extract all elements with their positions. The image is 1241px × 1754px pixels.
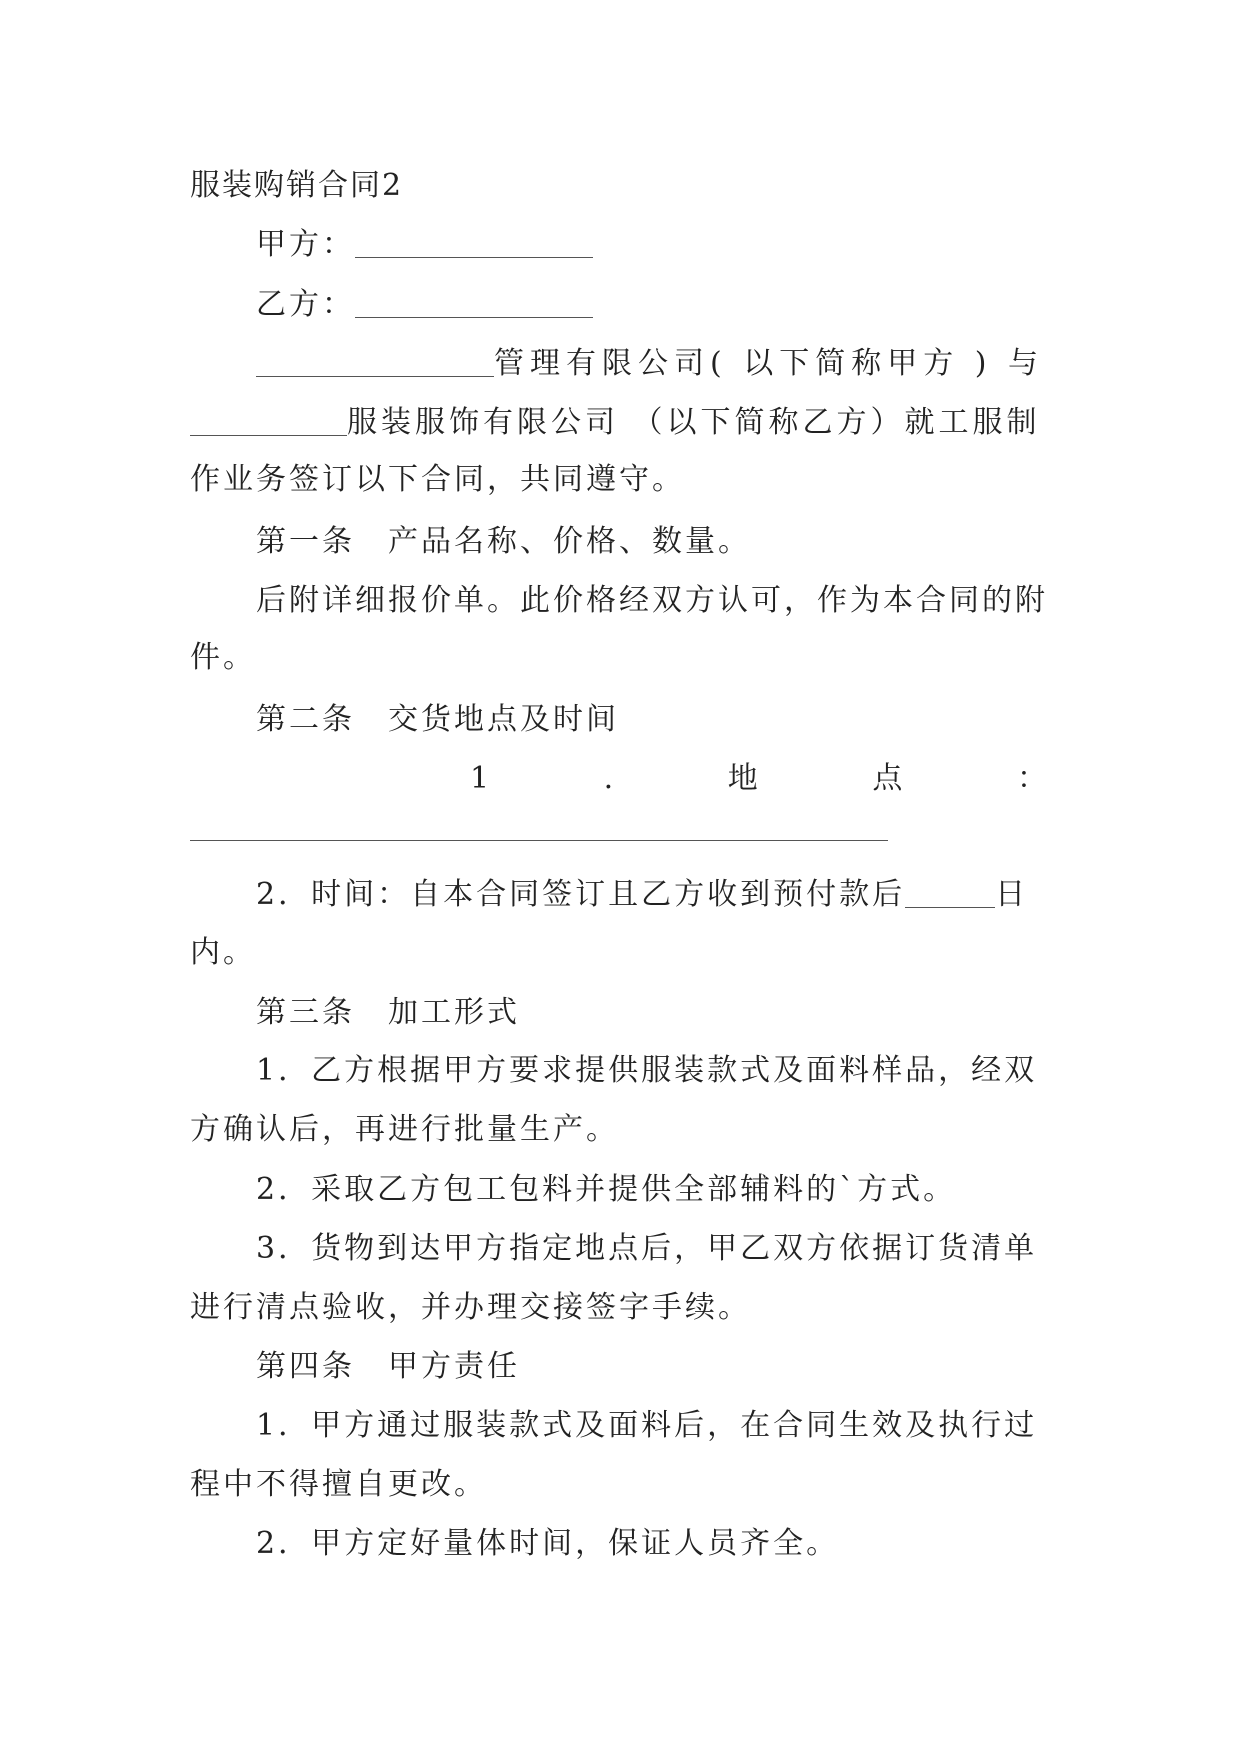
document-title: 服装购销合同2 bbox=[190, 168, 404, 203]
article-3-title: 第三条 加工形式 bbox=[256, 995, 520, 1030]
party-a-blank[interactable] bbox=[355, 227, 593, 258]
location-blank[interactable] bbox=[190, 840, 888, 841]
time-text-end: 日 bbox=[995, 877, 1029, 912]
article-2-title: 第二条 交货地点及时间 bbox=[256, 702, 619, 737]
article-3-item-1-line-1: 1．乙方根据甲方要求提供服装款式及面料样品，经双 bbox=[256, 1053, 1038, 1088]
intro-text-2: 服装服饰有限公司 （以下简称乙方）就工服制 bbox=[347, 405, 1041, 440]
article-4-item-1-line-2: 程中不得擅自更改。 bbox=[190, 1467, 487, 1502]
location-char-1: 地 bbox=[727, 761, 761, 796]
article-3-item-1-line-2: 方确认后，再进行批量生产。 bbox=[190, 1112, 619, 1147]
party-a-label: 甲方： bbox=[256, 227, 355, 262]
article-2-time-line-2: 内。 bbox=[190, 935, 256, 970]
article-3-item-3-line-1: 3．货物到达甲方指定地点后，甲乙双方依据订货清单 bbox=[256, 1231, 1038, 1266]
time-text: 2．时间：自本合同签订且乙方收到预付款后 bbox=[256, 877, 906, 912]
intro-line-3: 作业务签订以下合同，共同遵守。 bbox=[190, 462, 685, 497]
location-number: 1 bbox=[470, 761, 493, 796]
article-1-title: 第一条 产品名称、价格、数量。 bbox=[256, 524, 751, 559]
article-1-para-line-1: 后附详细报价单。此价格经双方认可，作为本合同的附 bbox=[256, 583, 1048, 618]
article-1-para-line-2: 件。 bbox=[190, 640, 256, 675]
company-a-blank[interactable] bbox=[256, 346, 494, 377]
party-b-label: 乙方： bbox=[256, 287, 355, 322]
article-4-item-2: 2．甲方定好量体时间，保证人员齐全。 bbox=[256, 1526, 840, 1561]
article-3-item-3-line-2: 进行清点验收，并办理交接签字手续。 bbox=[190, 1290, 751, 1325]
intro-line-2 bbox=[190, 400, 1050, 446]
article-2-time-line-1 bbox=[256, 872, 1050, 918]
intro-line-1 bbox=[256, 341, 1050, 387]
article-4-title: 第四条 甲方责任 bbox=[256, 1349, 520, 1384]
article-4-item-1-line-1: 1．甲方通过服装款式及面料后，在合同生效及执行过 bbox=[256, 1408, 1038, 1443]
days-blank[interactable] bbox=[905, 877, 995, 908]
location-colon: ： bbox=[1016, 761, 1050, 796]
location-char-2: 点 bbox=[872, 761, 906, 796]
article-3-item-2: 2．采取乙方包工包料并提供全部辅料的`方式。 bbox=[256, 1172, 957, 1207]
intro-text-1: 管理有限公司( 以下简称甲方 ) 与 bbox=[494, 346, 1045, 381]
company-b-blank[interactable] bbox=[190, 405, 347, 436]
party-b-line bbox=[256, 282, 1050, 328]
article-2-location-line bbox=[470, 756, 1050, 802]
location-dot: . bbox=[603, 761, 617, 796]
party-b-blank[interactable] bbox=[355, 287, 593, 318]
party-a-line bbox=[256, 222, 1050, 268]
